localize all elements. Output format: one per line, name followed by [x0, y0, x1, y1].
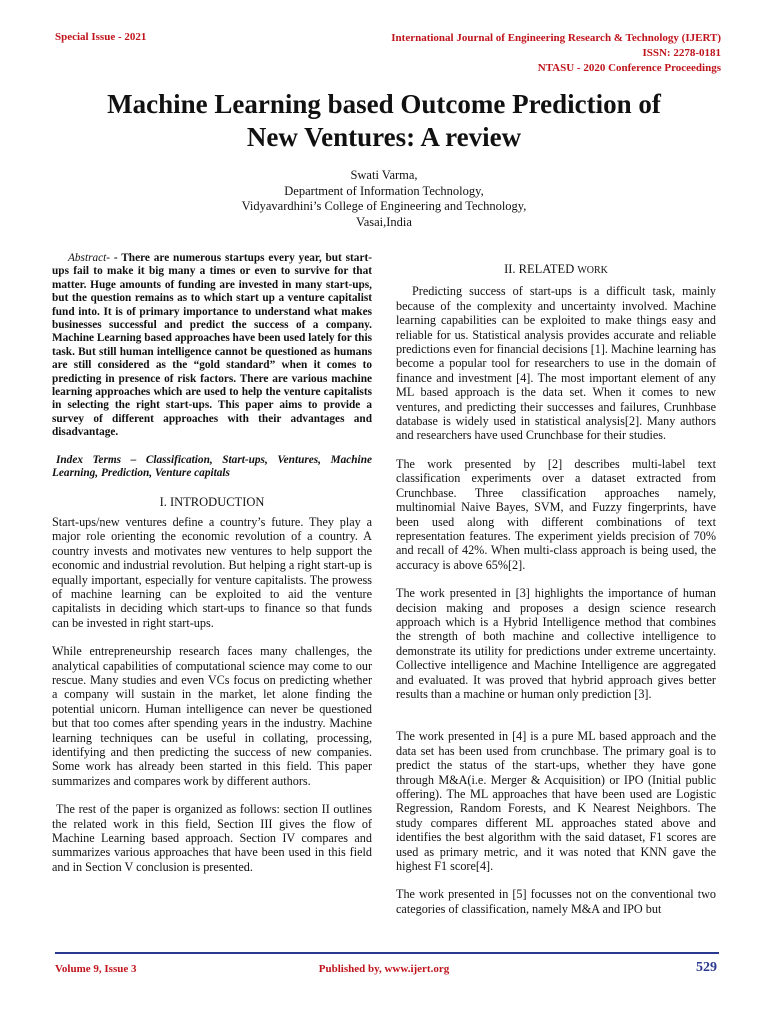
footer-publisher: Published by, www.ijert.org: [318, 963, 450, 975]
related-heading-main: II. RELATED: [504, 262, 578, 276]
intro-paragraph-1: Start-ups/new ventures define a country’s future. They play a major role orienting the economic revolution of a country. A country invests and motivates new ventures to help support the economic and industrial revolution. But helping a right start-up is equally important, especially for venture capitalists. The prowess of machine learning can be exploited to aid the venture capitalists in deciding which start-ups to finance so that funds can be invested in right start-ups.: [52, 514, 372, 630]
related-paragraph-1: Predicting success of start-ups is a difficult task, mainly because of the complexity and uncertainty involved. Machine learning capabilities can be exploited to make things easy and reliable for us. Statistical analysis provides accurate and reliable predictions even for financial decisions [1]. Machine learning has become a popular tool for researchers to use in the domain of finance and investment [4]. The most important element of any ML based approach is the data set. When it comes to new ventures, and predicting their successes and failures, Crunhbase database is widely used in statistical analysis[2]. Many authors and researchers have used Crunchbase for their studies.: [396, 284, 716, 443]
section-heading-related-work: [396, 262, 716, 278]
section-heading-introduction: I. INTRODUCTION: [159, 494, 265, 509]
author-dept: Department of Information Technology,: [284, 183, 484, 198]
author-block: [184, 168, 584, 230]
header-journal: International Journal of Engineering Research & Technology (IJERT): [391, 32, 721, 44]
related-paragraph-2: The work presented by [2] describes multi-label text classification experiments over a dataset extracted from Crunchbase. Three classification approaches namely, multinomial Naive Bayes, SVM, and Fuzzy fingerprints, have been used along with different combinations of text representation features. The experiment yields precision of 70% and recall of 42%. When multi-class approach is being used, the accuracy is above 65%[2].: [396, 456, 716, 572]
footer-volume: Volume 9, Issue 3: [55, 963, 137, 975]
title-line-2: New Ventures: A review: [246, 122, 522, 152]
intro-paragraph-2: While entrepreneurship research faces many challenges, the analytical capabilities of computational science may come to our rescue. Many studies and even VCs focus on predicting whether a company will sustain in the market, let alone finding the potential unicorn. Human intelligence can never be questioned but that too comes after spending years in the industry. Machine learning techniques can be useful in collating, processing, identifying and then predicting the success of new companies. Some work has already been started in this field. This paper summarizes and compares work by different authors.: [52, 644, 372, 788]
abstract-label: Abstract-: [68, 252, 111, 264]
left-column: [52, 252, 372, 888]
header-issn: ISSN: 2278-0181: [642, 47, 721, 59]
intro-paragraph-3: The rest of the paper is organized as follows: section II outlines the related work in this field, Section III gives the flow of Machine Learning based approach. Section IV compares and summarizes various approaches that have been used in this field and in Section V conclusion is presented.: [52, 802, 372, 874]
author-location: Vasai,India: [356, 214, 412, 229]
header-journal-info: [301, 31, 721, 76]
footer-rule: [55, 952, 719, 954]
index-terms: Index Terms – Classification, Start-ups, Ventures, Machine Learning, Prediction, Venture capitals: [52, 453, 372, 480]
page-number: 529: [696, 960, 717, 975]
author-college: Vidyavardhini’s College of Engineering and Technology,: [241, 199, 527, 213]
right-column: [396, 262, 716, 930]
abstract-text: - There are numerous startups every year, but start-ups fail to make it big many a times or even to survive for that matter. Huge amounts of funding are invested in many start-ups, but the question remains as to which start up a venture capitalist fund into. It is of primary importance to understand what makes businesses successful and predict the success of a company. Machine Learning based approaches have been used lately for this task. But still human intelligence cannot be questioned as humans are still considered as the “gold standard” when it comes to predicting in presence of risk factors. There are various machine learning approaches which are used to help the venture capitalists in selecting the right start-ups. This paper aims to provide a survey of different approaches with their advantages and disadvantage.: [52, 252, 372, 439]
related-paragraph-5: The work presented in [5] focusses not on the conventional two categories of classification, namely M&A and IPO but: [396, 887, 716, 916]
related-paragraph-3: The work presented in [3] highlights the importance of human decision making and proposes a design science research approach which is a Hybrid Intelligence method that combines the strength of both machine and collective intelligence to demonstrate its utility for predictions under extreme uncertainty. Collective intelligence and Machine Intelligence are aggregated and evaluated. It was proved that hybrid approach gives better results than a machine or human only prediction [3].: [396, 586, 716, 701]
author-name: Swati Varma,: [350, 168, 418, 182]
paper-title: [40, 88, 728, 154]
abstract: [52, 252, 372, 440]
header-conference: NTASU - 2020 Conference Proceedings: [537, 62, 721, 74]
related-paragraph-4: The work presented in [4] is a pure ML based approach and the data set has been used from crunchbase. The primary goal is to predict the status of the start-ups, whether they have gone through M&A(i.e. Merger & Acquisition) or IPO (Initial public offering). The ML approaches that have been used are Logistic Regression, Random Forests, and K Nearest Neighbors. The study compares different ML approaches stated above and identifies the best algorithm with the said dataset, F1 scores are used as primary metric, and it was noted that KNN gave the highest F1 score[4].: [396, 729, 716, 874]
header-issue: Special Issue - 2021: [55, 31, 147, 43]
title-line-1: Machine Learning based Outcome Prediction of: [107, 89, 661, 119]
related-heading-word: WORK: [577, 265, 608, 276]
